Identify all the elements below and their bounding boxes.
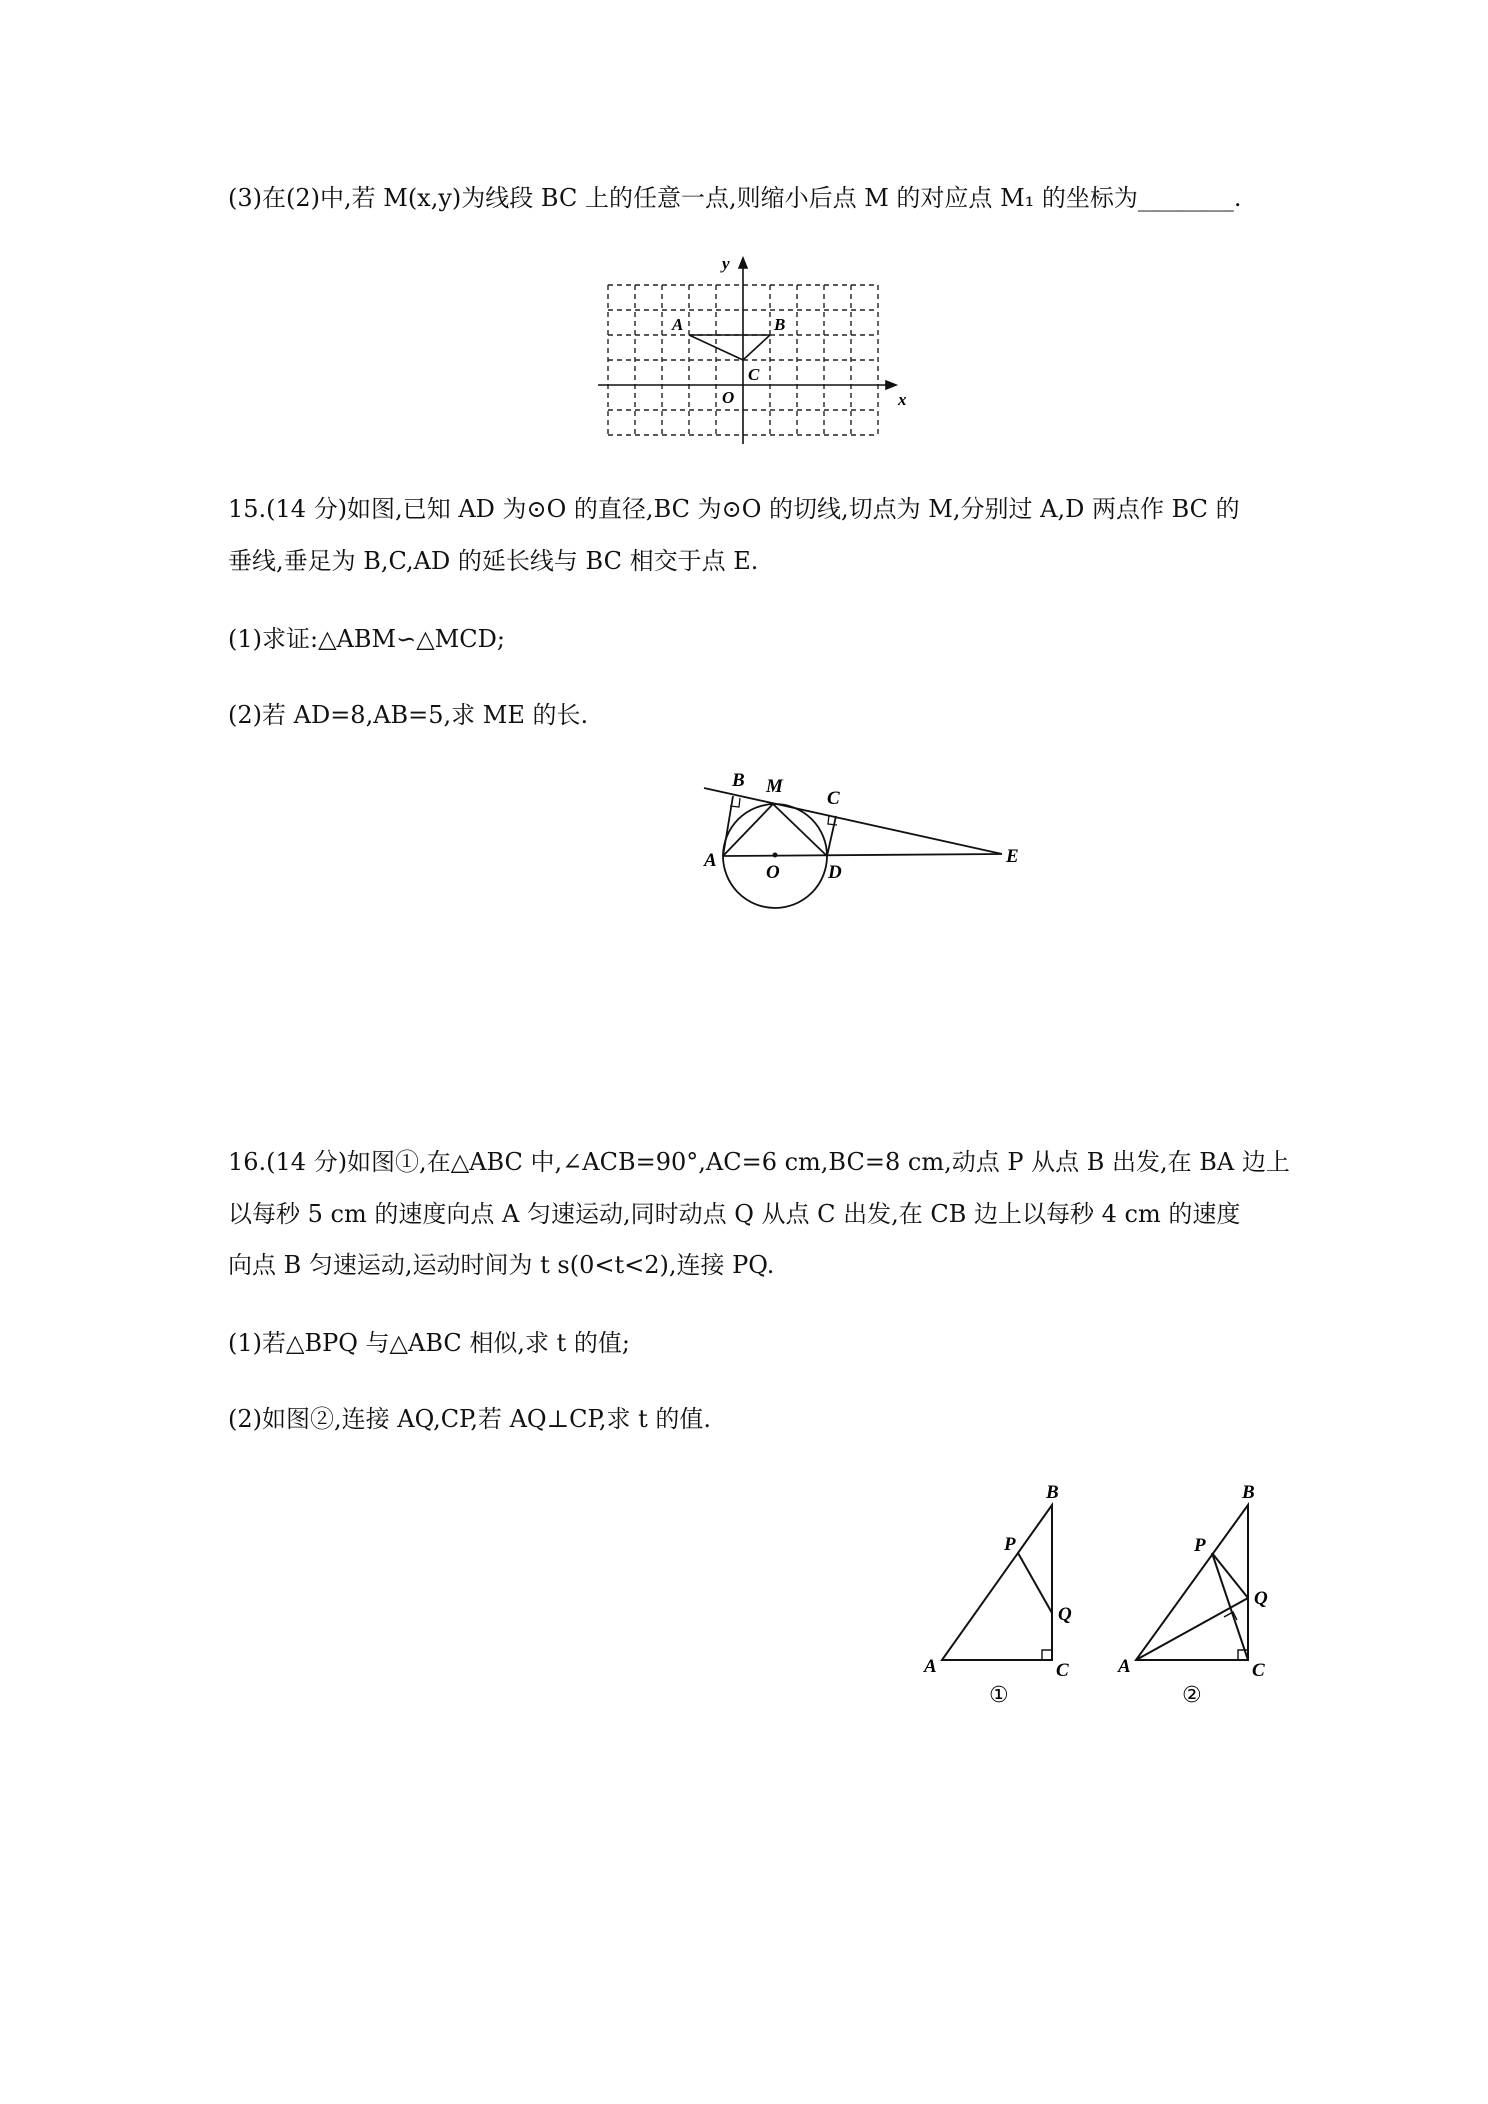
label-b: B xyxy=(732,770,745,791)
label-c: C xyxy=(1056,1660,1069,1681)
center-o xyxy=(773,853,778,858)
segment-pq xyxy=(1212,1553,1248,1598)
label-c: C xyxy=(1252,1660,1265,1681)
tangent-line-bc xyxy=(704,788,1002,854)
label-a: A xyxy=(924,1656,937,1677)
label-q: Q xyxy=(1058,1604,1072,1625)
q15-part2: (2)若 AD=8,AB=5,求 ME 的长. xyxy=(228,701,589,729)
q15-part1: (1)求证:△ABM∽△MCD; xyxy=(228,625,505,653)
q15-line1: 15.(14 分)如图,已知 AD 为⊙O 的直径,BC 为⊙O 的切线,切点为 M,分别过 A,D 两点作 BC 的 xyxy=(228,495,1240,523)
label-o: O xyxy=(766,862,780,883)
caption-2: ② xyxy=(1182,1683,1202,1705)
label-q: Q xyxy=(1254,1588,1268,1609)
triangle-figure-1 xyxy=(910,1480,1090,1705)
label-e: E xyxy=(1006,846,1019,867)
label-x: x xyxy=(898,390,907,409)
right-angle-c xyxy=(1042,1650,1052,1660)
label-a: A xyxy=(672,315,684,334)
label-b: B xyxy=(774,315,786,334)
label-p: P xyxy=(1004,1534,1016,1555)
triangle-abc xyxy=(689,335,770,360)
segment-md xyxy=(773,804,827,856)
label-b: B xyxy=(1046,1482,1059,1503)
y-axis-arrow xyxy=(739,258,747,268)
q16-part1: (1)若△BPQ 与△ABC 相似,求 t 的值; xyxy=(228,1329,631,1357)
segment-pq xyxy=(1018,1553,1052,1613)
triangle-figure-2 xyxy=(1106,1480,1286,1705)
label-a: A xyxy=(1118,1656,1131,1677)
caption-1: ① xyxy=(989,1683,1009,1705)
label-y: y xyxy=(722,254,730,273)
q16-line1: 16.(14 分)如图①,在△ABC 中,∠ACB=90°,AC=6 cm,BC=8 cm,动点 P 从点 B 出发,在 BA 边上 xyxy=(228,1148,1290,1176)
q14-part3-text: (3)在(2)中,若 M(x,y)为线段 BC 上的任意一点,则缩小后点 M 的对应点 M₁ 的坐标为________. xyxy=(228,184,1242,212)
segment-cp xyxy=(1212,1553,1248,1660)
line-ae xyxy=(723,854,1002,856)
label-o: O xyxy=(722,388,735,407)
label-a: A xyxy=(704,850,717,871)
q16-part2: (2)如图②,连接 AQ,CP,若 AQ⊥CP,求 t 的值. xyxy=(228,1405,711,1433)
q16-line2: 以每秒 5 cm 的速度向点 A 匀速运动,同时动点 Q 从点 C 出发,在 CB 边上以每秒 4 cm 的速度 xyxy=(228,1200,1241,1228)
q15-line2: 垂线,垂足为 B,C,AD 的延长线与 BC 相交于点 E. xyxy=(228,547,759,575)
label-c: C xyxy=(748,365,760,384)
label-b: B xyxy=(1242,1482,1255,1503)
x-axis-arrow xyxy=(886,381,896,389)
label-c: C xyxy=(827,788,840,809)
circle-tangent-figure xyxy=(690,768,1030,918)
triangle-abc xyxy=(1136,1505,1248,1660)
label-m: M xyxy=(766,776,783,797)
label-p: P xyxy=(1194,1535,1206,1556)
coordinate-grid-figure xyxy=(596,252,912,448)
label-d: D xyxy=(828,862,842,883)
q16-line3: 向点 B 匀速运动,运动时间为 t s(0<t<2),连接 PQ. xyxy=(228,1251,775,1279)
